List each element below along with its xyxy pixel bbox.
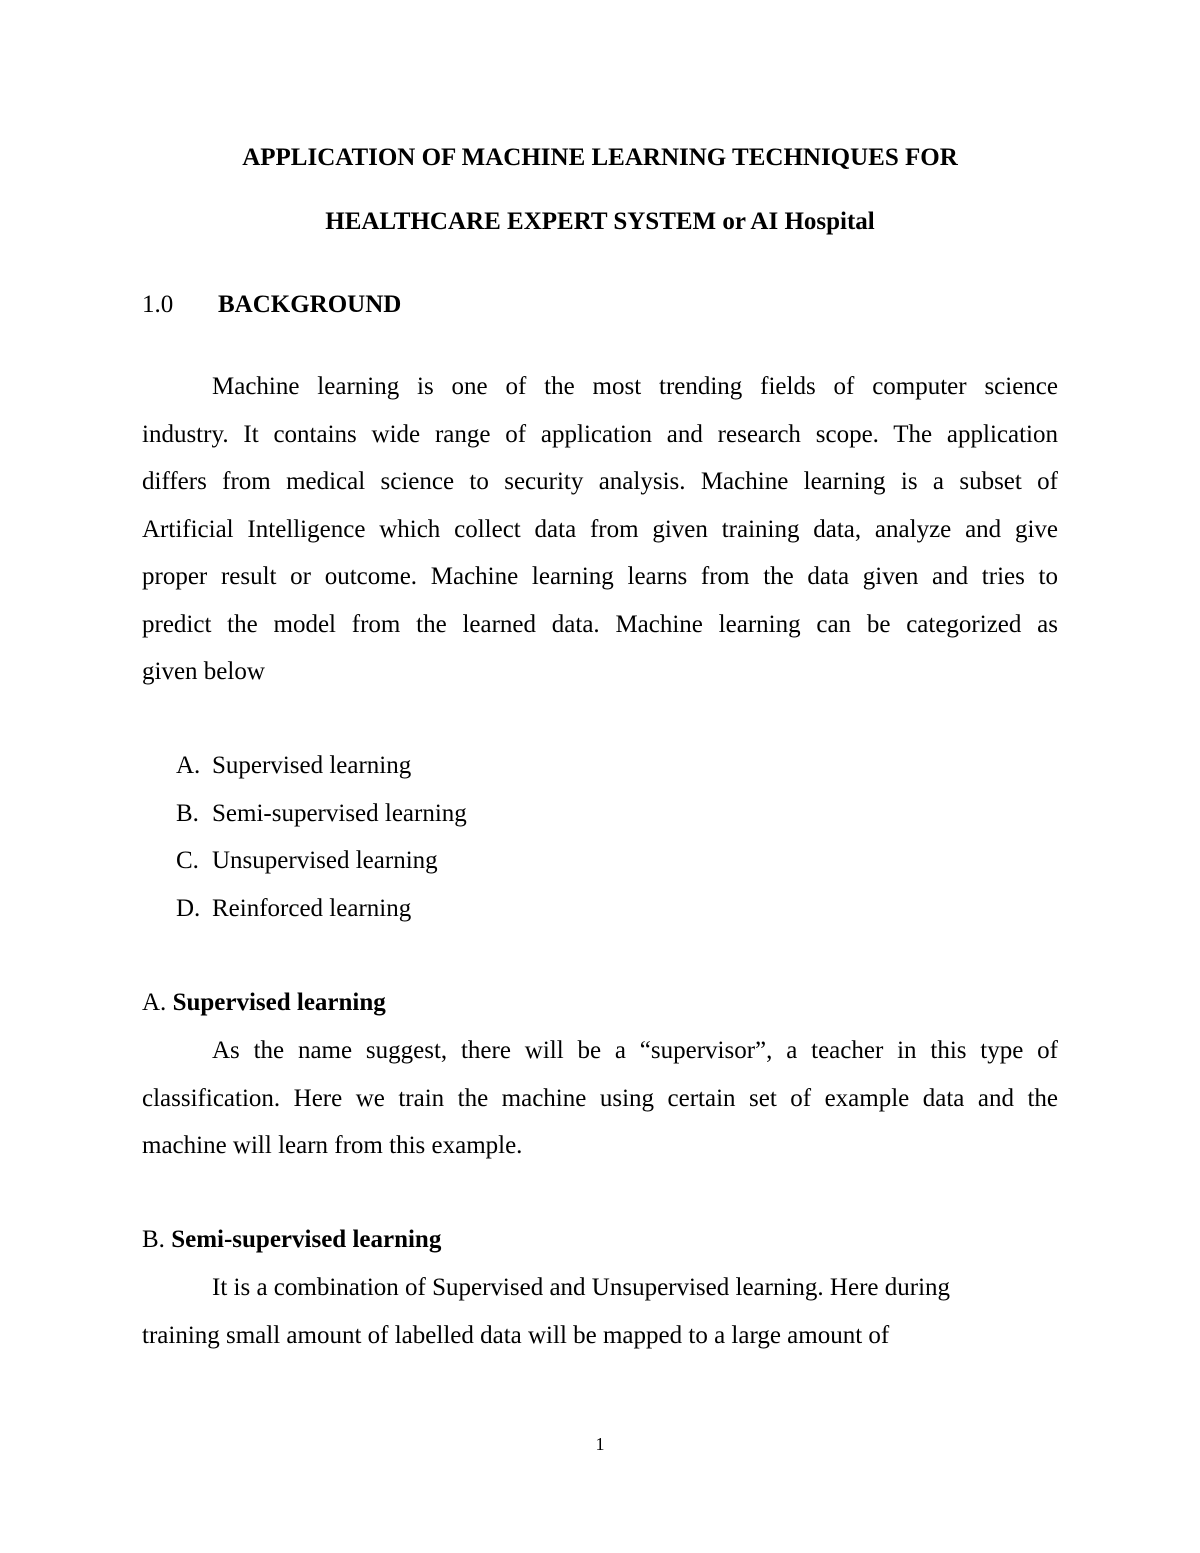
subsection-b-title: Semi-supervised learning [171,1226,442,1253]
categories-list [176,742,467,932]
subsection-a-title: Supervised learning [172,989,386,1016]
subsection-a-heading [142,988,386,1018]
list-item-text: Semi-supervised learning [212,799,467,827]
page-number: 1 [595,1434,605,1454]
subsection-a-letter: A. [142,989,167,1016]
list-item-letter: B. [176,799,199,827]
intro-paragraph [142,363,1058,696]
list-item [176,742,467,790]
intro-line: proper result or outcome. Machine learning learns from the data given and tries to [142,563,1058,590]
document-title-line-1: APPLICATION OF MACHINE LEARNING TECHNIQUES FOR [242,144,958,171]
section-number: 1.0 [142,291,174,318]
intro-line: differs from medical science to security analysis. Machine learning is a subset of [142,468,1058,495]
list-item-text: Reinforced learning [212,894,412,922]
subsection-b-letter: B. [142,1226,165,1253]
list-item [176,837,467,885]
list-item-letter: D. [176,894,201,922]
section-heading [142,290,401,320]
subsection-b-line: It is a combination of Supervised and Unsupervised learning. Here during [212,1274,951,1301]
subsection-a-paragraph [142,1027,1058,1170]
list-item [176,790,467,838]
list-item [176,885,467,933]
subsection-b-paragraph [142,1264,1058,1359]
intro-line: predict the model from the learned data. Machine learning can be categorized as [142,610,1058,638]
intro-line: given below [142,658,265,685]
subsection-a-line: machine will learn from this example. [142,1132,523,1159]
subsection-a-line: As the name suggest, there will be a “supervisor”, a teacher in this type of [212,1037,1058,1064]
list-item-letter: C. [176,847,199,874]
list-item-letter: A. [176,752,201,779]
section-title: BACKGROUND [218,291,402,318]
list-item-text: Unsupervised learning [212,847,438,874]
document-title-line-2: HEALTHCARE EXPERT SYSTEM or AI Hospital [325,208,875,235]
intro-line: industry. It contains wide range of application and research scope. The application [142,420,1058,448]
list-item-text: Supervised learning [212,752,412,779]
subsection-a-line: classification. Here we train the machine using certain set of example data and the [142,1084,1058,1112]
subsection-b-line: training small amount of labelled data will be mapped to a large amount of [142,1321,890,1349]
subsection-b-heading [142,1225,441,1255]
intro-line: Artificial Intelligence which collect data from given training data, analyze and give [142,515,1058,543]
intro-line: Machine learning is one of the most trending fields of computer science [212,373,1058,400]
